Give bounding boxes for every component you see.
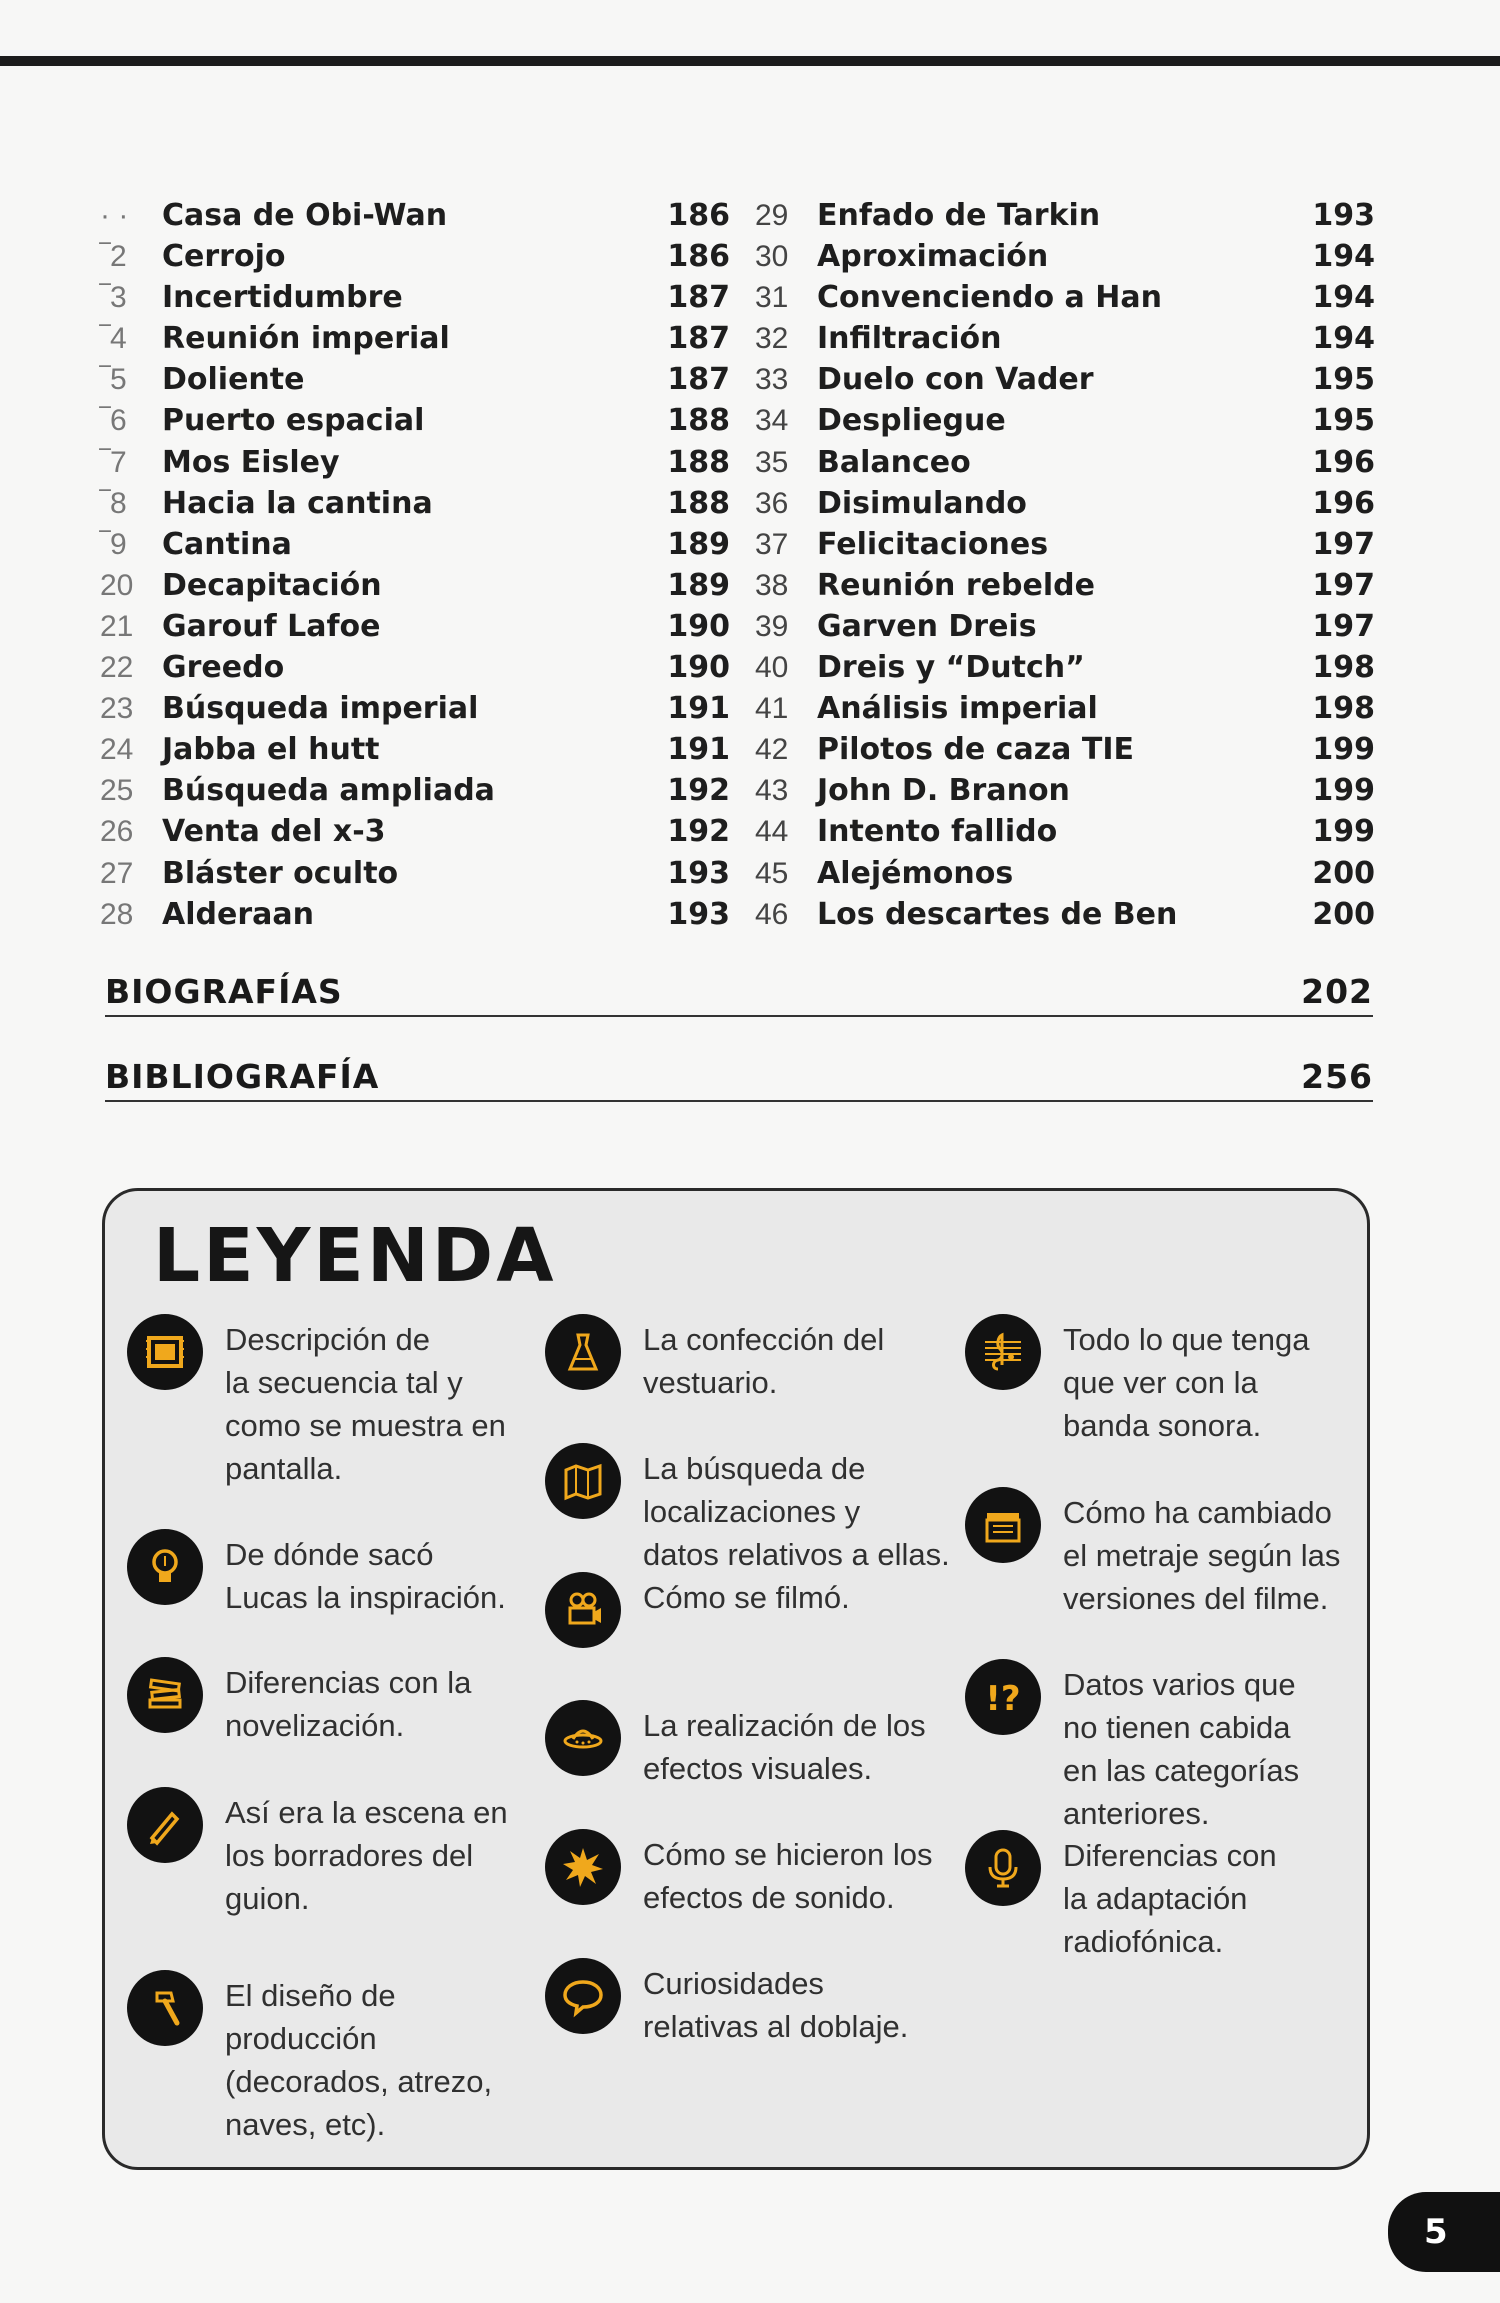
- toc-entry-page: 186: [667, 198, 730, 233]
- toc-entry-page: 199: [1312, 773, 1375, 809]
- toc-entry[interactable]: [755, 277, 1375, 318]
- toc-entry-title: Enfado de Tarkin: [817, 198, 1101, 233]
- toc-entry[interactable]: [100, 442, 730, 483]
- toc-entry[interactable]: [755, 894, 1375, 935]
- legend-item: [545, 1704, 926, 1790]
- toc-entry-title: Pilotos de caza TIE: [817, 732, 1134, 768]
- toc-right-column: [755, 195, 1375, 935]
- legend-item-text: El diseño de producción (decorados, atrezo, naves, etc).: [225, 1978, 493, 2142]
- toc-entry-title: Cerrojo: [162, 239, 286, 275]
- toc-entry-num: 30: [755, 240, 789, 274]
- toc-entry-num: 21: [100, 609, 134, 643]
- toc-entry[interactable]: [755, 442, 1375, 483]
- toc-entry-title: Greedo: [162, 650, 285, 686]
- toc-entry-num: 36: [755, 486, 789, 520]
- legend-item-text: Diferencias con la adaptación radiofónica.: [1063, 1838, 1277, 1959]
- legend-item: [545, 1318, 884, 1404]
- toc-entry-page: 196: [1312, 444, 1375, 480]
- toc-entry[interactable]: [100, 318, 730, 359]
- toc-entry[interactable]: [100, 770, 730, 811]
- toc-entry-title: Doliente: [162, 362, 305, 398]
- toc-entry[interactable]: [100, 195, 730, 236]
- legend-item: [545, 1576, 850, 1648]
- toc-entry-title: Venta del x-3: [162, 814, 386, 850]
- legend-item: [545, 1962, 908, 2048]
- legend-item: [965, 1834, 1277, 1963]
- toc-entry-num: 44: [755, 815, 789, 849]
- toc-entry[interactable]: [100, 811, 730, 852]
- toc-entry-title: Incertidumbre: [162, 280, 403, 316]
- toc-entry-page: 200: [1312, 855, 1375, 891]
- section-page: 202: [1301, 972, 1373, 1011]
- toc-entry-page: 199: [1312, 814, 1375, 850]
- toc-entry-num: 24: [100, 733, 134, 767]
- toc-entry[interactable]: [755, 853, 1375, 894]
- toc-entry-page: 198: [1312, 691, 1375, 727]
- toc-entry-page: 197: [1312, 608, 1375, 644]
- toc-entry-title: Garven Dreis: [817, 608, 1037, 644]
- legend-item-text: Cómo se filmó.: [643, 1580, 850, 1615]
- toc-entry-page: 198: [1312, 650, 1375, 686]
- toc-entry-title: Puerto espacial: [162, 403, 425, 439]
- toc-entry-page: 194: [1312, 321, 1375, 357]
- page-number: 5: [1388, 2192, 1500, 2272]
- toc-entry-num: ‾6: [100, 404, 127, 438]
- legend-item: [545, 1833, 932, 1919]
- toc-entry-num: 20: [100, 568, 134, 602]
- legend-item: [965, 1318, 1310, 1447]
- toc-entry[interactable]: [755, 729, 1375, 770]
- toc-entry-page: 189: [667, 526, 730, 562]
- film-frame-icon: [127, 1314, 203, 1390]
- toc-entry-page: 188: [667, 485, 730, 521]
- toc-entry-num: 23: [100, 692, 134, 726]
- legend-box: [102, 1188, 1370, 2170]
- toc-entry[interactable]: [100, 236, 730, 277]
- toc-entry-page: 187: [667, 321, 730, 357]
- clapperboard-icon: [965, 1487, 1041, 1563]
- toc-entry-page: 199: [1312, 732, 1375, 768]
- toc-entry-page: 186: [667, 239, 730, 275]
- toc-entry[interactable]: [755, 400, 1375, 441]
- legend-item-text: Datos varios que no tienen cabida en las categorías anteriores.: [1063, 1667, 1300, 1831]
- toc-entry[interactable]: [100, 606, 730, 647]
- toc-entry-page: 193: [667, 896, 730, 932]
- toc-entry[interactable]: [755, 195, 1375, 236]
- toc-entry-num: 35: [755, 445, 789, 479]
- toc-entry-num: · ·: [100, 199, 129, 232]
- toc-entry-title: Convenciendo a Han: [817, 280, 1162, 316]
- toc-entry-page: 187: [667, 362, 730, 398]
- music-staff-icon: [965, 1314, 1041, 1390]
- toc-entry-num: ‾8: [100, 486, 127, 520]
- legend-item: [127, 1533, 506, 1619]
- legend-item-text: Todo lo que tenga que ver con la banda sonora.: [1063, 1322, 1310, 1443]
- hammer-icon: [127, 1970, 203, 2046]
- toc-entry-page: 188: [667, 403, 730, 439]
- legend-item-text: La realización de los efectos visuales.: [643, 1708, 926, 1786]
- legend-item: [127, 1661, 471, 1747]
- section-title: BIBLIOGRAFÍA: [105, 1057, 380, 1096]
- toc-entry-num: 31: [755, 281, 789, 315]
- legend-item-text: Diferencias con la novelización.: [225, 1665, 472, 1743]
- toc-entry-num: 33: [755, 363, 789, 397]
- toc-entry[interactable]: [755, 236, 1375, 277]
- toc-entry-page: 191: [667, 732, 730, 768]
- toc-entry-num: 26: [100, 815, 134, 849]
- legend-item: [127, 1791, 508, 1920]
- speech-bubble-icon: [545, 1958, 621, 2034]
- toc-entry[interactable]: [755, 483, 1375, 524]
- toc-entry-num: 34: [755, 404, 789, 438]
- toc-entry-title: Garouf Lafoe: [162, 608, 381, 644]
- film-camera-icon: [545, 1572, 621, 1648]
- toc-entry[interactable]: [100, 853, 730, 894]
- toc-entry[interactable]: [755, 318, 1375, 359]
- legend-item-text: La confección del vestuario.: [643, 1322, 885, 1400]
- toc-entry-title: Casa de Obi-Wan: [162, 198, 448, 233]
- toc-entry-page: 195: [1312, 362, 1375, 398]
- toc-entry-title: Reunión rebelde: [817, 567, 1095, 603]
- toc-entry[interactable]: [100, 894, 730, 935]
- toc-entry[interactable]: [755, 565, 1375, 606]
- toc-entry-title: Disimulando: [817, 485, 1027, 521]
- toc-entry-page: 194: [1312, 280, 1375, 316]
- toc-entry-page: 197: [1312, 526, 1375, 562]
- toc-entry[interactable]: [100, 277, 730, 318]
- toc-entry-page: 196: [1312, 485, 1375, 521]
- toc-entry-num: 25: [100, 774, 134, 808]
- toc-entry-num: 27: [100, 856, 134, 890]
- toc-entry-page: 191: [667, 691, 730, 727]
- toc-entry[interactable]: [755, 524, 1375, 565]
- toc-entry-title: Intento fallido: [817, 814, 1058, 850]
- toc-entry-num: 42: [755, 733, 789, 767]
- toc-entry-title: Duelo con Vader: [817, 362, 1094, 398]
- toc-entry-title: Dreis y “Dutch”: [817, 650, 1085, 686]
- books-icon: [127, 1657, 203, 1733]
- toc-entry[interactable]: [755, 606, 1375, 647]
- toc-entry-title: Balanceo: [817, 444, 971, 480]
- toc-entry-page: 194: [1312, 239, 1375, 275]
- toc-entry-num: ‾9: [100, 527, 127, 561]
- toc-entry-title: Análisis imperial: [817, 691, 1098, 727]
- toc-entry-num: ‾7: [100, 445, 127, 479]
- toc-entry-num: ‾4: [100, 322, 127, 356]
- toc-entry-num: 45: [755, 856, 789, 890]
- toc-entry-title: Alejémonos: [817, 855, 1014, 891]
- toc-entry-page: 197: [1312, 567, 1375, 603]
- section-biografias[interactable]: [105, 965, 1373, 1017]
- legend-item: [127, 1974, 492, 2146]
- toc-entry-num: 32: [755, 322, 789, 356]
- toc-entry-page: 190: [667, 608, 730, 644]
- toc-entry-num: 29: [755, 199, 789, 232]
- toc-entry-title: Cantina: [162, 526, 292, 562]
- toc-entry-page: 193: [667, 855, 730, 891]
- map-icon: [545, 1443, 621, 1519]
- legend-item-text: Descripción de la secuencia tal y como se muestra en pantalla.: [225, 1322, 506, 1486]
- toc-entry-num: 40: [755, 651, 789, 685]
- toc-entry-page: 189: [667, 567, 730, 603]
- toc-entry-num: 46: [755, 897, 789, 931]
- legend-item-text: Curiosidades relativas al doblaje.: [643, 1966, 909, 2044]
- dress-icon: [545, 1314, 621, 1390]
- toc-entry-page: 200: [1312, 896, 1375, 932]
- toc-entry[interactable]: [755, 688, 1375, 729]
- toc-entry-title: Decapitación: [162, 567, 382, 603]
- toc-entry-num: 41: [755, 692, 789, 726]
- legend-item: [965, 1491, 1340, 1620]
- toc-entry-title: Mos Eisley: [162, 444, 340, 480]
- toc-entry[interactable]: [100, 729, 730, 770]
- legend-item-text: Así era la escena en los borradores del guion.: [225, 1795, 508, 1916]
- toc-entry[interactable]: [100, 359, 730, 400]
- toc-entry-num: 28: [100, 897, 134, 931]
- toc-entry-num: 43: [755, 774, 789, 808]
- toc-entry-page: 193: [1312, 198, 1375, 233]
- toc-entry-num: 38: [755, 568, 789, 602]
- legend-item-text: La búsqueda de localizaciones y datos relativos a ellas.: [643, 1451, 950, 1572]
- toc-entry-title: Búsqueda imperial: [162, 691, 479, 727]
- legend-item-text: Cómo ha cambiado el metraje según las versiones del filme.: [1063, 1495, 1341, 1616]
- pen-icon: [127, 1787, 203, 1863]
- legend-item-text: De dónde sacó Lucas la inspiración.: [225, 1537, 506, 1615]
- toc-entry-page: 195: [1312, 403, 1375, 439]
- svg-text:!?: !?: [985, 1679, 1021, 1719]
- toc-entry-num: ‾5: [100, 363, 127, 397]
- toc-entry[interactable]: [100, 483, 730, 524]
- legend-item: [545, 1447, 950, 1576]
- toc-entry-title: Hacia la cantina: [162, 485, 433, 521]
- legend-item: [127, 1318, 506, 1490]
- top-rule: [0, 56, 1500, 66]
- toc-entry-page: 192: [667, 814, 730, 850]
- toc-entry-title: Reunión imperial: [162, 321, 450, 357]
- explosion-icon: [545, 1829, 621, 1905]
- lightbulb-icon: [127, 1529, 203, 1605]
- toc-entry-title: Búsqueda ampliada: [162, 773, 495, 809]
- section-bibliografia[interactable]: [105, 1050, 1373, 1102]
- toc-entry-num: ‾3: [100, 281, 127, 315]
- toc-entry[interactable]: [100, 565, 730, 606]
- toc-entry[interactable]: [755, 811, 1375, 852]
- section-title: BIOGRAFÍAS: [105, 972, 343, 1011]
- toc-entry-title: Despliegue: [817, 403, 1006, 439]
- toc-entry[interactable]: [100, 647, 730, 688]
- ufo-icon: [545, 1700, 621, 1776]
- toc-entry-title: Alderaan: [162, 896, 314, 932]
- toc-entry-num: 37: [755, 527, 789, 561]
- toc-entry-page: 188: [667, 444, 730, 480]
- toc-entry-page: 192: [667, 773, 730, 809]
- toc-entry-num: ‾2: [100, 240, 127, 274]
- toc-entry-page: 190: [667, 650, 730, 686]
- interrobang-icon: [965, 1659, 1041, 1735]
- toc-entry-title: Los descartes de Ben: [817, 896, 1178, 932]
- toc-entry-title: Aproximación: [817, 239, 1049, 275]
- toc-entry-title: John D. Branon: [817, 773, 1070, 809]
- legend-item: [965, 1663, 1299, 1835]
- toc-entry[interactable]: [100, 400, 730, 441]
- toc-entry[interactable]: [755, 359, 1375, 400]
- toc-entry-num: 39: [755, 609, 789, 643]
- legend-title: LEYENDA: [153, 1213, 557, 1299]
- microphone-icon: [965, 1830, 1041, 1906]
- section-page: 256: [1301, 1057, 1373, 1096]
- toc-entry-num: 22: [100, 651, 134, 685]
- toc-entry-title: Bláster oculto: [162, 855, 399, 891]
- toc-entry[interactable]: [100, 524, 730, 565]
- toc-entry-title: Felicitaciones: [817, 526, 1049, 562]
- toc-entry[interactable]: [100, 688, 730, 729]
- toc-left-column: [100, 195, 730, 935]
- toc-entry[interactable]: [755, 770, 1375, 811]
- toc-entry-page: 187: [667, 280, 730, 316]
- toc-entry-title: Jabba el hutt: [162, 732, 380, 768]
- toc-entry[interactable]: [755, 647, 1375, 688]
- legend-item-text: Cómo se hicieron los efectos de sonido.: [643, 1837, 933, 1915]
- toc-entry-title: Infiltración: [817, 321, 1002, 357]
